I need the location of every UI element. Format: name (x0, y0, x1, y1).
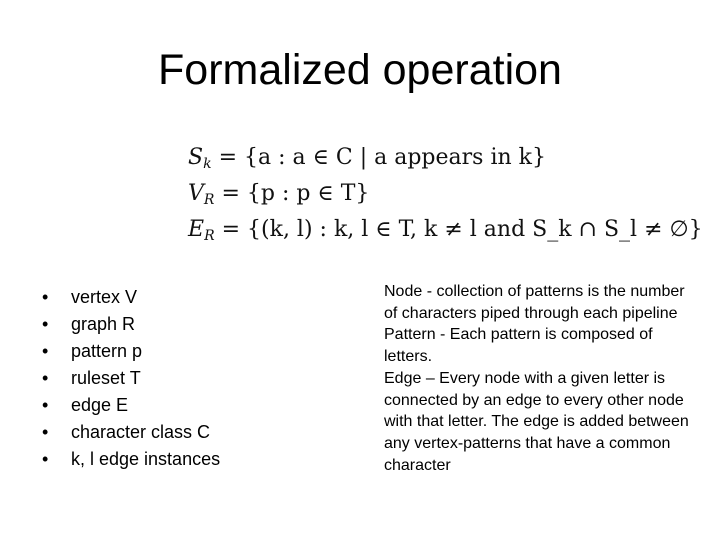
bullet-glyph: • (42, 314, 49, 334)
definition-list (42, 284, 362, 473)
formula-v-r-rhs: = {p : p ∈ T} (221, 181, 370, 206)
bullet-glyph: • (42, 449, 49, 469)
formula-e-r: $E_R = \{(k$, l) : k, l ∈ T, k ≠ l and S_k ∩ S_l ≠ ∅} (188, 217, 703, 244)
bullet-glyph: • (42, 341, 49, 361)
paragraph-pattern: Pattern - Each pattern is composed of letters. (384, 326, 653, 366)
list-item-label: vertex V (71, 287, 138, 307)
formula-s-k-rhs: = {a : a ∈ C | a appears in k} (218, 145, 546, 170)
list-item (42, 284, 362, 311)
slide-title: Formalized operation (158, 46, 562, 94)
list-item-label: k, l edge instances (71, 449, 221, 469)
formula-v-r: $V_R = \{p$ : p ∈ T} (188, 181, 370, 208)
list-item-label: edge E (71, 395, 129, 415)
bullet-glyph: • (42, 287, 49, 307)
bullet-glyph: • (42, 422, 49, 442)
list-item-label: character class C (71, 422, 211, 442)
list-item-label: ruleset T (71, 368, 141, 388)
bullet-glyph: • (42, 395, 49, 415)
paragraph-node: Node - collection of patterns is the number of characters piped through each pipeline (384, 283, 685, 322)
explanation-text (384, 281, 694, 476)
formula-e-r-rhs: = {(k, l) : k, l ∈ T, k ≠ l and S_k ∩ S_l ≠ ∅} (221, 217, 703, 242)
paragraph-edge: Edge – Every node with a given letter is connected by an edge to every other node with that letter. The edge is added between any vertex-patterns that have a common character (384, 369, 689, 474)
formula-s-k: $S_k = \{a$ : a ∈ C | a appears in k} (188, 145, 546, 172)
list-item (42, 338, 362, 365)
list-item (42, 365, 362, 392)
list-item-label: pattern p (71, 341, 143, 361)
bullet-glyph: • (42, 368, 49, 388)
list-item (42, 392, 362, 419)
formula-block (188, 140, 703, 248)
list-item (42, 446, 362, 473)
list-item (42, 311, 362, 338)
list-item-label: graph R (71, 314, 136, 334)
list-item (42, 419, 362, 446)
